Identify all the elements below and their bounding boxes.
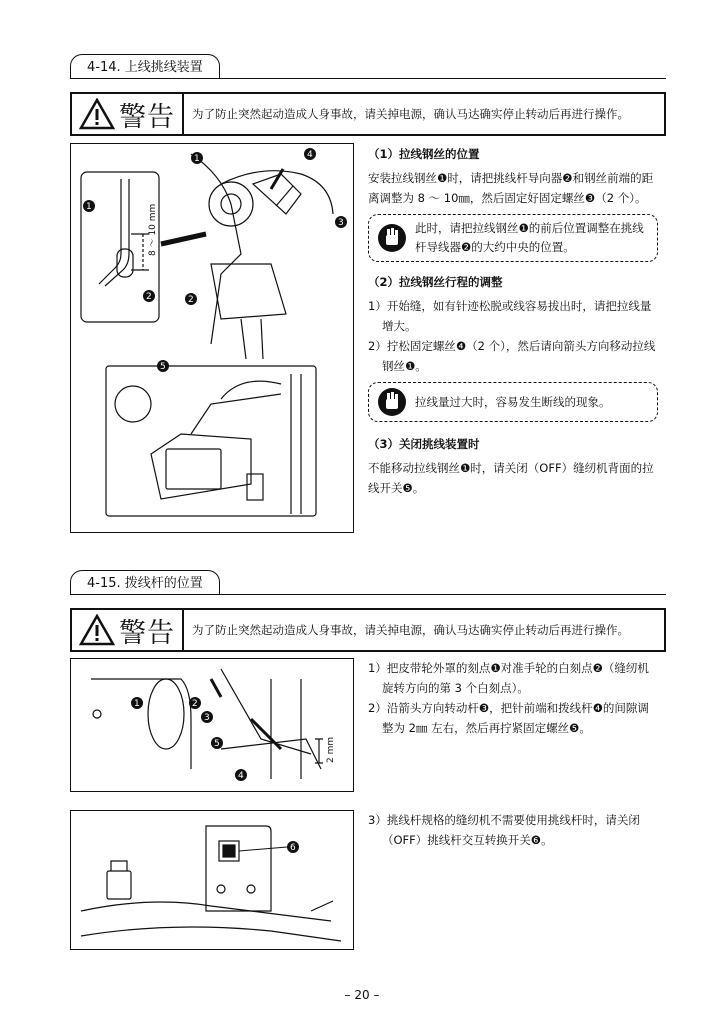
warning-text: 为了防止突然起动造成人身事故，请关掉电源，确认马达确实停止转动后再进行操作。 xyxy=(192,107,629,121)
caution-note-2 xyxy=(368,382,658,422)
heading-wire-stroke: （2）拉线钢丝行程的调整 xyxy=(368,275,503,289)
figure-wiper-position xyxy=(70,658,354,792)
step-stroke-2: 2）拧松固定螺丝❹（2 个），然后请向箭头方向移动拉线钢丝❶。 xyxy=(368,339,656,373)
caution-hand-icon xyxy=(377,387,407,417)
dimension-8-10mm: 8 ～ 10 mm xyxy=(148,203,158,256)
dimension-2mm: 2 mm xyxy=(326,736,336,763)
caution-note-1 xyxy=(368,214,658,262)
callout-1: 1 xyxy=(134,699,140,709)
warning-box xyxy=(70,92,666,136)
warning-box xyxy=(70,608,666,652)
warning-word: 警告 xyxy=(119,101,175,133)
callout-1b: 1 xyxy=(86,202,92,212)
section-title-4-14: 4-14. 上线挑线装置 xyxy=(70,54,220,79)
callout-1: 1 xyxy=(194,154,200,164)
warning-triangle-icon xyxy=(79,98,115,130)
callout-2: 2 xyxy=(146,292,152,302)
wiper-position-illustration xyxy=(71,659,353,791)
warning-triangle-icon xyxy=(79,614,115,646)
caution-note-1-text: 此时，请把拉线钢丝❶的前后位置调整在挑线杆导线器❷的大约中央的位置。 xyxy=(415,221,644,254)
section-rule xyxy=(70,78,666,79)
caution-note-2-text: 拉线量过大时，容易发生断线的现象。 xyxy=(415,394,611,409)
section-title-4-15: 4-15. 拨线杆的位置 xyxy=(70,570,220,595)
step-wiper-2: 2）沿箭头方向转动杆❸，把针前端和拨线杆❹的间隙调整为 2㎜ 左右，然后再拧紧固定螺丝❺。 xyxy=(368,701,649,735)
figure-switch xyxy=(70,810,354,950)
page-number: – 20 – xyxy=(344,988,380,1002)
paragraph-close-device: 不能移动拉线钢丝❶时，请关闭（OFF）缝纫机背面的拉线开关❺。 xyxy=(368,461,654,495)
section-4-15-step3 xyxy=(368,810,658,850)
step-wiper-1: 1）把皮带轮外罩的刻点❶对准手轮的白刻点❷（缝纫机旋转方向的第 3 个白刻点）。 xyxy=(368,661,649,695)
warning-text: 为了防止突然起动造成人身事故，请关掉电源，确认马达确实停止转动后再进行操作。 xyxy=(192,623,629,637)
step-wiper-3: 3）挑线杆规格的缝纫机不需要使用挑线杆时，请关闭（OFF）挑线杆交互转换开关❻。 xyxy=(368,813,640,847)
callout-3: 3 xyxy=(204,713,210,723)
step-stroke-1: 1）开始缝，如有针迹松脱或线容易拔出时，请把拉线量增大。 xyxy=(368,299,652,333)
section-rule xyxy=(70,594,666,595)
warning-word: 警告 xyxy=(119,617,175,649)
callout-4: 4 xyxy=(307,150,313,160)
warning-header xyxy=(72,94,184,134)
callout-4: 4 xyxy=(238,771,244,781)
paragraph-wire-position: 安装拉线钢丝❶时，请把挑线杆导向器❷和钢丝前端的距离调整为 8 ～ 10㎜，然后固定好固定螺丝❸（2 个）。 xyxy=(368,171,654,205)
heading-close-device: （3）关闭挑线装置时 xyxy=(368,437,480,451)
callout-5: 5 xyxy=(214,739,220,749)
callout-3: 3 xyxy=(338,218,344,228)
section-4-15-text xyxy=(368,658,660,738)
callout-6: 6 xyxy=(290,843,296,853)
callout-5: 5 xyxy=(160,362,166,372)
callout-2b: 2 xyxy=(188,295,194,305)
figure-thread-wire xyxy=(70,143,354,533)
heading-wire-position: （1）拉线钢丝的位置 xyxy=(368,147,480,161)
thread-wire-illustration xyxy=(71,144,353,532)
switch-illustration xyxy=(71,811,353,949)
section-4-14-text xyxy=(368,144,658,498)
warning-header xyxy=(72,610,184,650)
callout-2: 2 xyxy=(192,699,198,709)
caution-hand-icon xyxy=(377,223,407,253)
